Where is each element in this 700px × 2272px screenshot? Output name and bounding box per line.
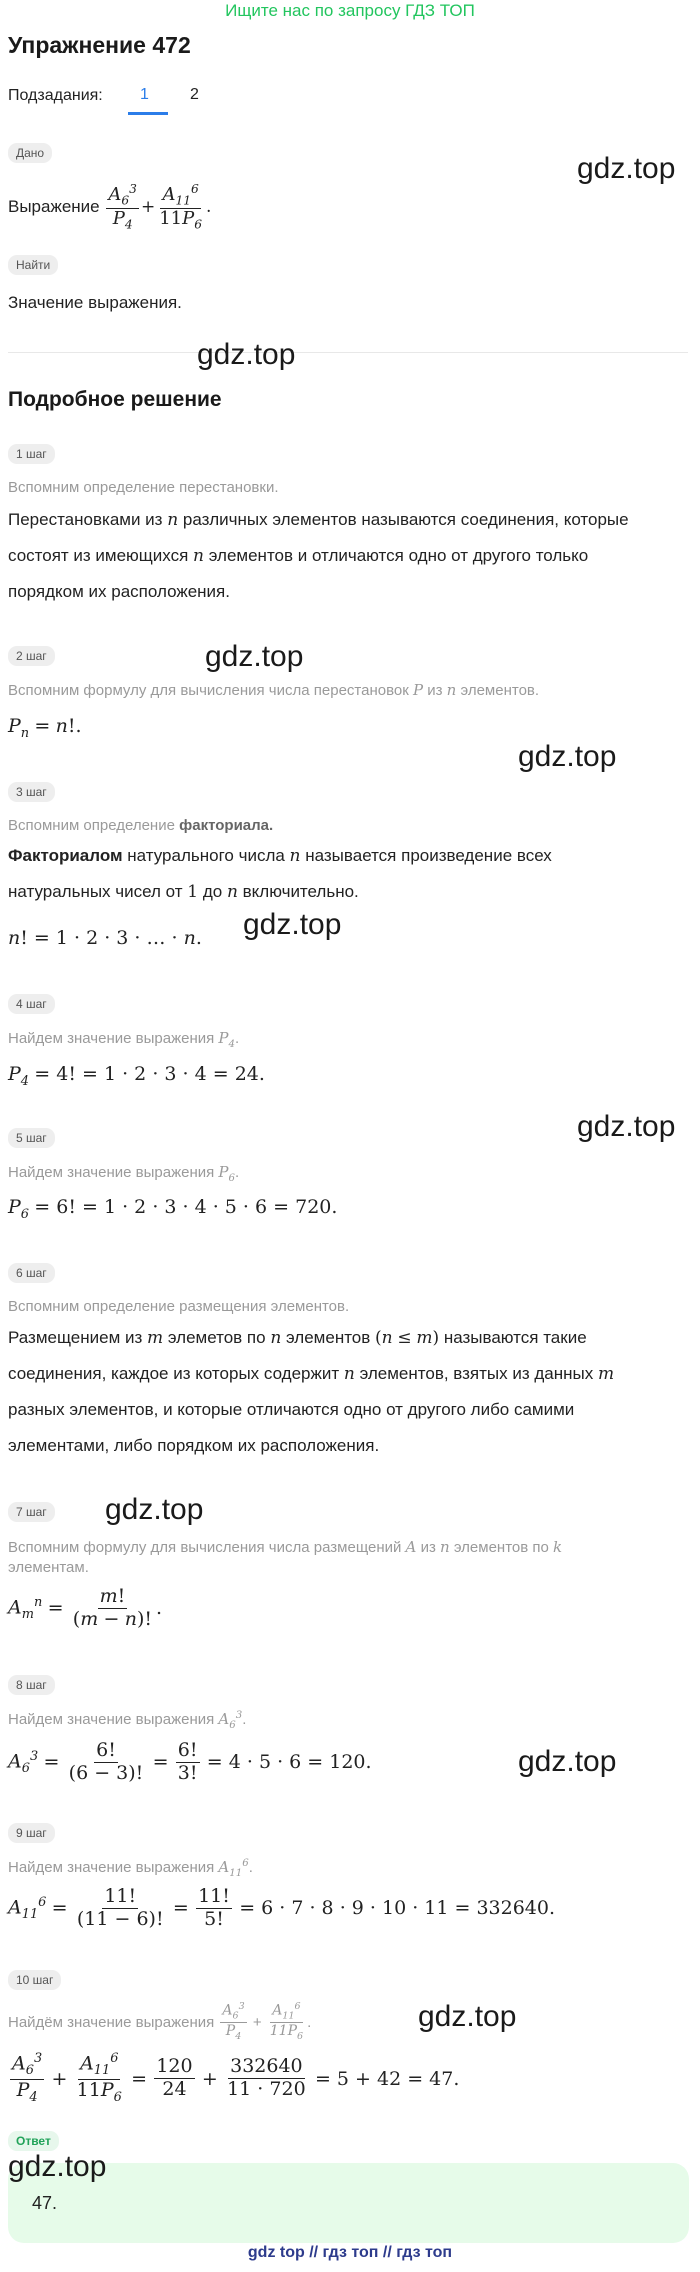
formula: $P_4 = 4$! = 1 · 2 · 3 · 4 = 24. xyxy=(8,1063,265,1089)
solution-title: Подробное решение xyxy=(8,388,222,411)
step-hint: Вспомним определение перестановки. xyxy=(8,479,279,496)
given-text: Выражение xyxy=(8,196,100,216)
answer-badge: Ответ xyxy=(8,2131,59,2151)
watermark: gdz.top xyxy=(205,640,304,673)
formula: $\frac{A_6^3}{P_4}$ + $\frac{A_{11}^6}{11P_6}$ = $\frac{120}{24}$ + $\frac{332640}{11 \cdot 720}$ = 5 + 42 = 47. xyxy=(12,2051,460,2105)
divider xyxy=(8,352,688,353)
watermark: gdz.top xyxy=(197,338,296,371)
step-hint: Найдем значение выражения $A_{11}^6$. xyxy=(8,1858,253,1879)
tab-subtask-2[interactable]: 2 xyxy=(190,86,199,103)
step-badge: 7 шаг xyxy=(8,1502,55,1522)
formula: $A_{11}^6$ = $\frac{11!}{(11 - 6)!}$ = $\frac{11!}{5!}$ = 6 · 7 · 8 · 9 · 10 · 11 = 332640. xyxy=(8,1885,556,1930)
step-hint: Вспомним определение размещения элементов. xyxy=(8,1298,350,1315)
fraction: $\frac{A_{11}^6}{11P_6}$ xyxy=(76,2051,122,2105)
watermark: gdz.top xyxy=(518,740,617,773)
fraction: $\frac{120}{24}$ xyxy=(156,2055,193,2101)
fraction: $\frac{A_6^3}{P_4}$ xyxy=(108,182,137,232)
formula: $A_6^3$ = $\frac{6!}{(6 - 3)!}$ = $\frac{6!}{3!}$ = 4 · 5 · 6 = 120. xyxy=(8,1739,372,1784)
step-text: Размещением из m элеметов по n элементов (n ≤ m) называются такие соединения, каждое из которых содержит n элементов, взятых из данных m разных элементов, и которые отличаются одно от другого либо самими элементами, либо порядком их расположения. xyxy=(8,1328,615,1455)
fraction: $\frac{A_{11}^6}{11P_6}$ xyxy=(159,182,203,232)
step-hint: Вспомним формулу для вычисления числа размещений A из n элементов по k элементам. xyxy=(8,1538,563,1576)
step-hint: Найдем значение выражения $P_4$. xyxy=(8,1029,240,1050)
fraction: $\frac{A_6^3}{P_4}$ xyxy=(12,2051,43,2105)
formula: $P_6 = 6$! = 1 · 2 · 3 · 4 · 5 · 6 = 720. xyxy=(8,1196,338,1222)
step-badge: 5 шаг xyxy=(8,1128,55,1148)
answer-box xyxy=(8,2163,689,2243)
step-badge: 2 шаг xyxy=(8,646,55,666)
find-badge: Найти xyxy=(8,255,58,275)
step-badge: 1 шаг xyxy=(8,444,55,464)
watermark: gdz.top xyxy=(577,152,676,185)
answer-value: 47. xyxy=(32,2193,58,2213)
fraction: $\frac{m!}{(m - n)!}$ xyxy=(72,1585,153,1630)
watermark: gdz.top xyxy=(418,2000,517,2033)
find-text: Значение выражения. xyxy=(8,293,182,312)
step-hint: Найдем значение выражения $A_6^3$. xyxy=(8,1710,247,1731)
subtasks-label: Подзадания: xyxy=(8,87,103,104)
step-badge: 3 шаг xyxy=(8,782,55,802)
page-title: Упражнение 472 xyxy=(8,32,191,58)
step-hint: Вспомним формулу для вычисления числа перестановок P из n элементов. xyxy=(8,681,540,699)
formula: n! = 1 · 2 · 3 · … · n. xyxy=(8,927,202,949)
footer-links[interactable]: gdz top // гдз топ // гдз топ xyxy=(247,2244,453,2261)
step-badge: 6 шаг xyxy=(8,1263,55,1283)
fraction: $\frac{11!}{(11 - 6)!}$ xyxy=(76,1885,164,1930)
formula: $P_n = n$!. xyxy=(8,715,82,741)
formula: $A_m^n$ = $\frac{m!}{(m - n)!}$ . xyxy=(8,1585,163,1630)
step-hint: Вспомним определение факториала. xyxy=(8,817,274,834)
step-text: Перестановками из n различных элементов называются соединения, которые состоят из имеющихся n элементов и отличаются одно от другого только порядком их расположения. xyxy=(8,510,629,601)
watermark: gdz.top xyxy=(243,908,342,941)
step-hint: Найдем значение выражения $P_6$. xyxy=(8,1163,240,1184)
active-tab-indicator xyxy=(128,112,168,115)
fraction: $\frac{6!}{3!}$ xyxy=(177,1739,198,1784)
fraction: $\frac{A_{11}^6}{11P_6}$ xyxy=(269,2001,304,2043)
tab-subtask-1[interactable]: 1 xyxy=(140,86,149,103)
fraction: $\frac{332640}{11 \cdot 720}$ xyxy=(227,2055,306,2101)
step-hint: Найдём значение выражения $\frac{A_6^3}{P_4}$ + $\frac{A_{11}^6}{11P_6}$ . xyxy=(8,2001,312,2043)
step-badge: 4 шаг xyxy=(8,994,55,1014)
watermark: gdz.top xyxy=(577,1110,676,1143)
given-badge: Дано xyxy=(8,143,52,163)
step-badge: 9 шаг xyxy=(8,1823,55,1843)
step-text: Факториалом натурального числа n называется произведение всех натуральных чисел от 1 до n включительно. xyxy=(8,846,552,902)
fraction: $\frac{11!}{5!}$ xyxy=(198,1885,230,1930)
watermark: gdz.top xyxy=(8,2150,107,2183)
fraction: $\frac{6!}{(6 - 3)!}$ xyxy=(68,1739,144,1784)
step-badge: 10 шаг xyxy=(8,1970,61,1990)
given-expression: Выражение $\frac{A_6^3}{P_4}$ + $\frac{A_{11}^6}{11P_6}$ . xyxy=(8,182,212,232)
step-badge: 8 шаг xyxy=(8,1675,55,1695)
watermark: gdz.top xyxy=(105,1493,204,1526)
fraction: $\frac{A_6^3}{P_4}$ xyxy=(222,2001,245,2043)
promo-banner[interactable]: Ищите нас по запросу ГДЗ ТОП xyxy=(225,1,475,20)
watermark: gdz.top xyxy=(518,1745,617,1778)
